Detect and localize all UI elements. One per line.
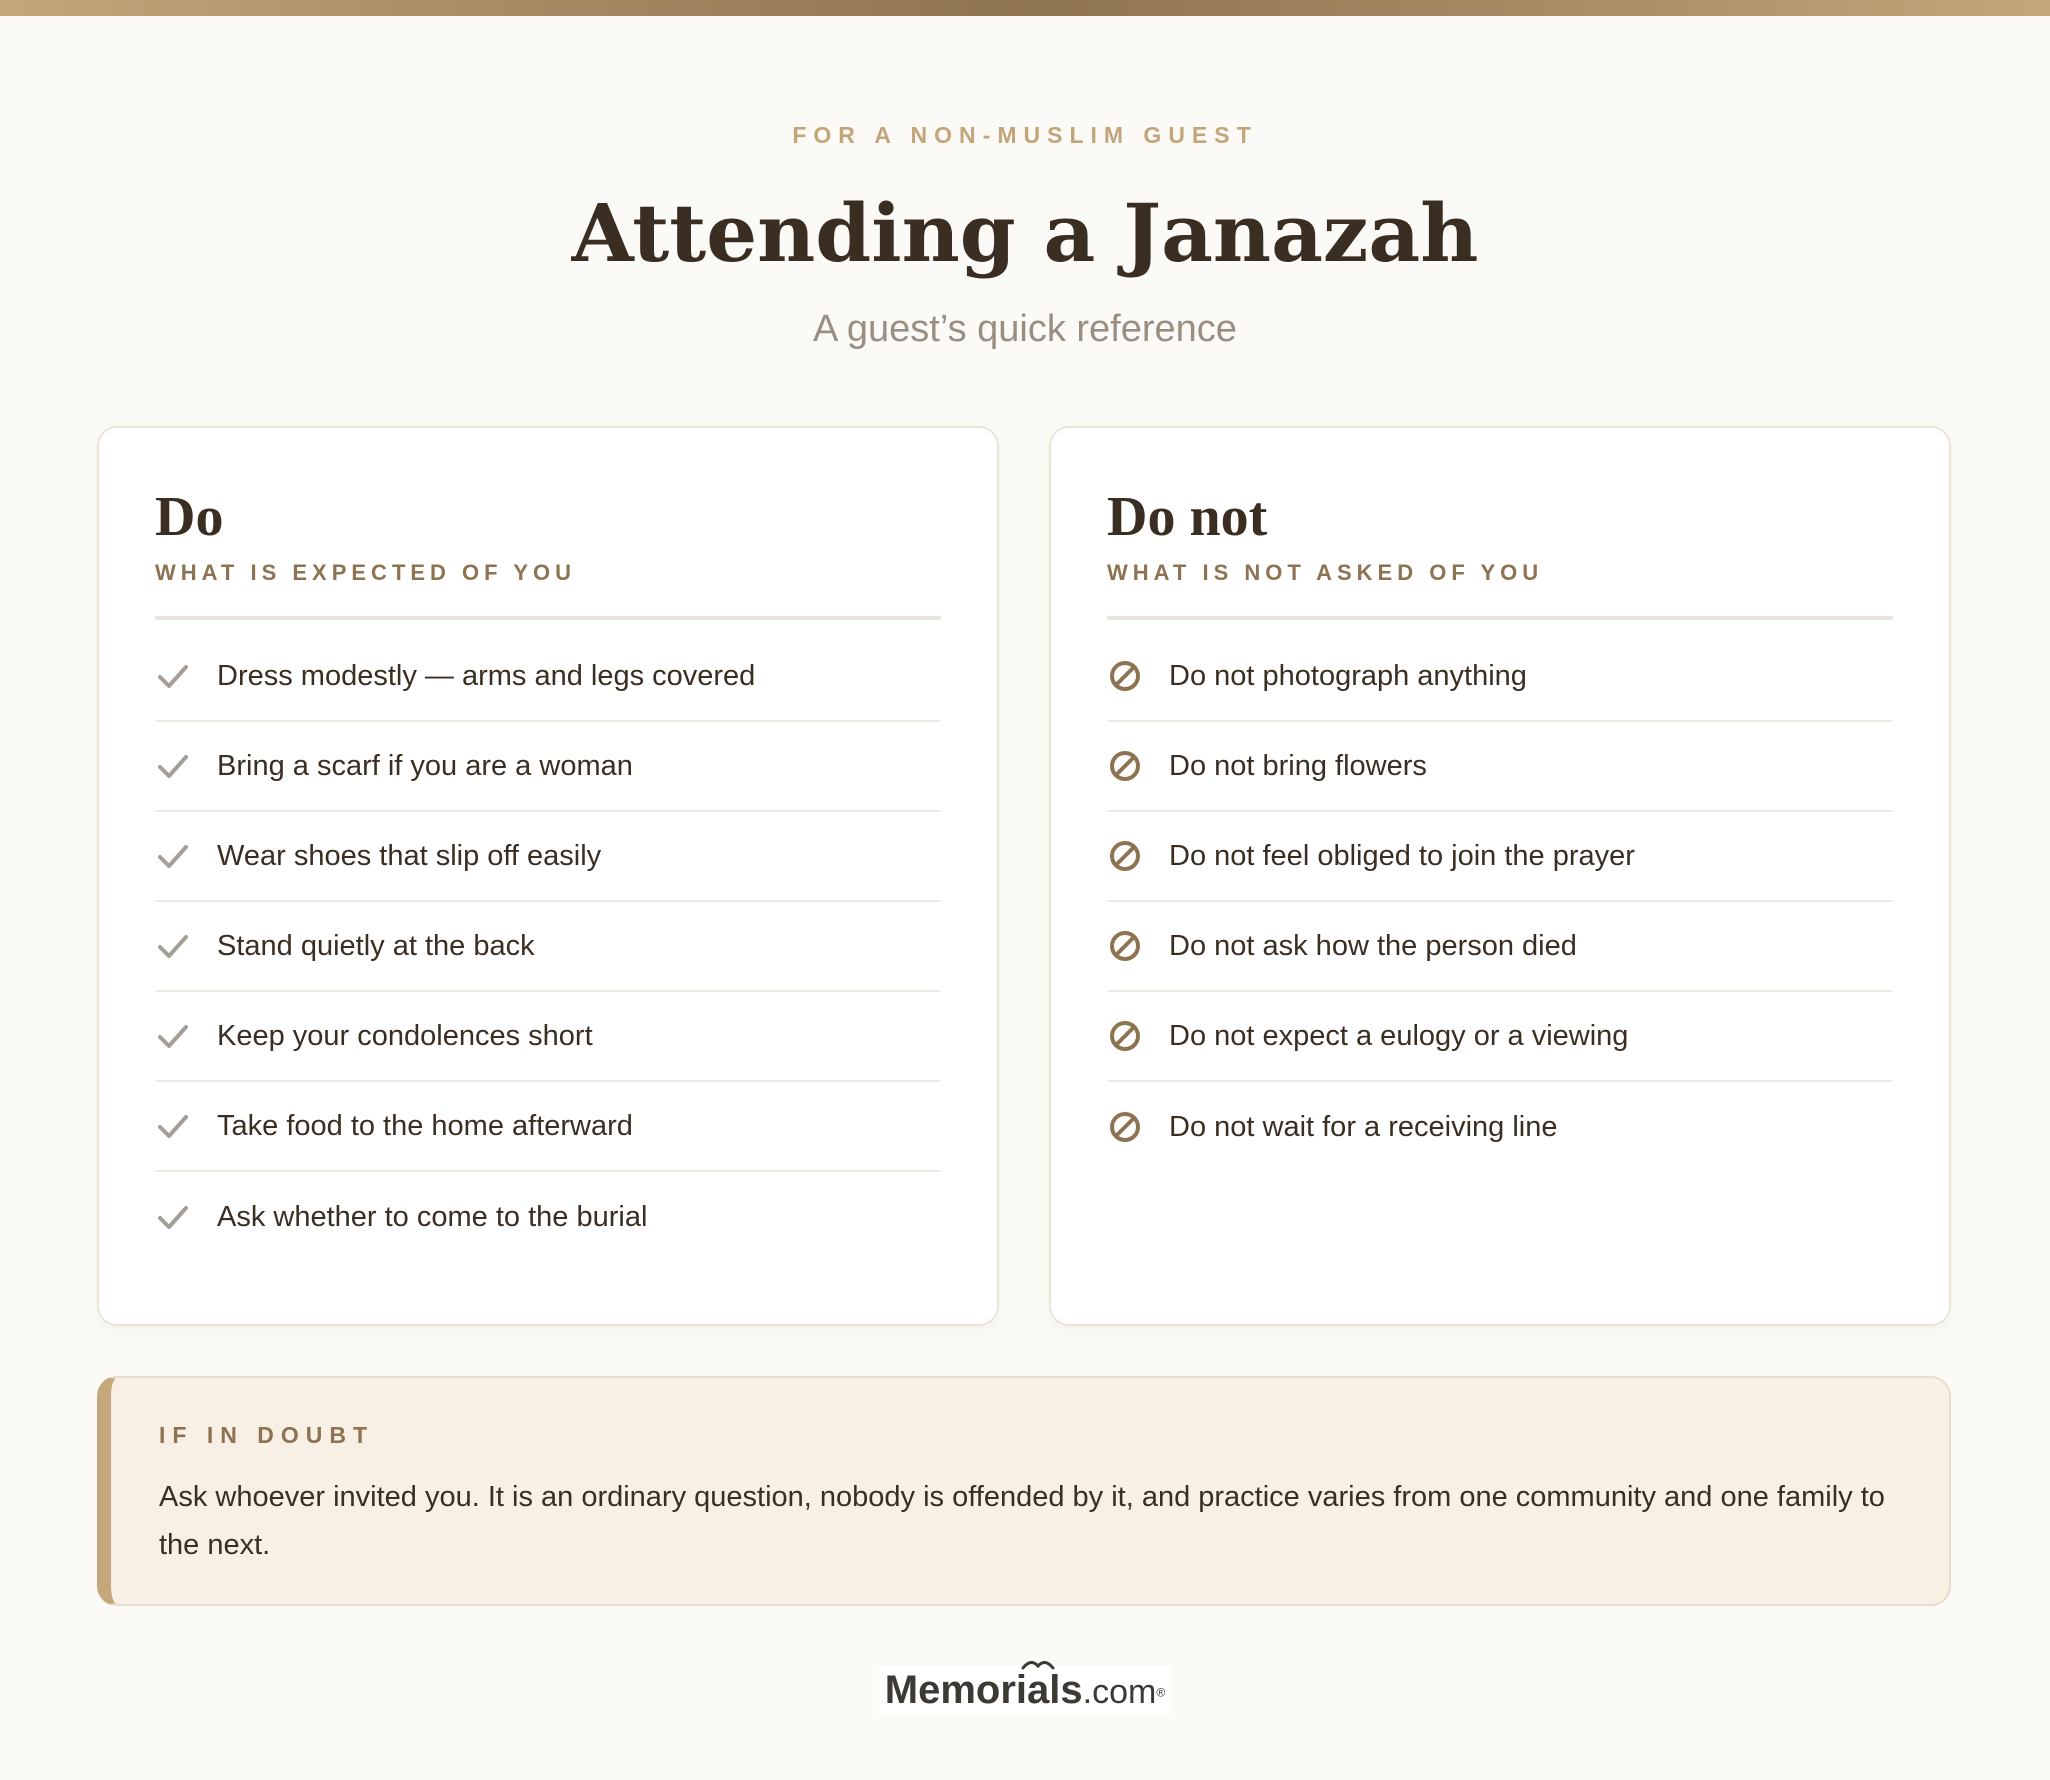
item-text: Wear shoes that slip off easily <box>217 839 602 872</box>
prohibited-icon <box>1107 1018 1143 1054</box>
item-text: Do not expect a eulogy or a viewing <box>1169 1019 1629 1052</box>
do-list-item <box>155 1172 941 1262</box>
check-icon <box>155 748 191 784</box>
check-icon <box>155 1199 191 1235</box>
dont-list <box>1107 632 1893 1172</box>
callout-label: IF IN DOUBT <box>159 1422 374 1448</box>
item-text: Stand quietly at the back <box>217 929 535 962</box>
dont-list-item <box>1107 722 1893 812</box>
callout-text: Ask whoever invited you. It is an ordinary question, nobody is offended by it, and practice varies from one community and one family to the next. <box>159 1481 1885 1561</box>
check-icon <box>155 1018 191 1054</box>
item-text: Bring a scarf if you are a woman <box>217 749 633 782</box>
prohibited-icon <box>1107 658 1143 694</box>
prohibited-icon <box>1107 748 1143 784</box>
page-subtitle: A guest’s quick reference <box>813 308 1237 350</box>
item-text: Do not feel obliged to join the prayer <box>1169 839 1635 872</box>
do-list-item <box>155 632 941 722</box>
do-list <box>155 632 941 1262</box>
item-text: Do not wait for a receiving line <box>1169 1110 1558 1143</box>
dont-list-item <box>1107 632 1893 722</box>
if-in-doubt-callout <box>97 1376 1951 1606</box>
dont-card <box>1049 426 1951 1326</box>
page-title: Attending a Janazah <box>571 186 1479 280</box>
logo-wordmark <box>879 1666 1171 1715</box>
item-text: Take food to the home afterward <box>217 1109 633 1142</box>
dont-list-item <box>1107 902 1893 992</box>
logo-main-text: Memorials <box>884 1668 1083 1712</box>
dont-card-subtitle: WHAT IS NOT ASKED OF YOU <box>1107 560 1544 585</box>
do-list-item <box>155 722 941 812</box>
do-card-subtitle: WHAT IS EXPECTED OF YOU <box>155 560 576 585</box>
logo-suffix: .com <box>1082 1673 1157 1711</box>
item-text: Dress modestly — arms and legs covered <box>217 659 756 692</box>
top-accent-bar <box>0 0 2050 16</box>
do-card-divider <box>155 616 941 620</box>
do-list-item <box>155 902 941 992</box>
do-card <box>97 426 999 1326</box>
item-text: Do not bring flowers <box>1169 749 1427 782</box>
do-list-item <box>155 1082 941 1172</box>
dont-card-divider <box>1107 616 1893 620</box>
memorials-logo[interactable] <box>0 1666 2050 1726</box>
check-icon <box>155 928 191 964</box>
do-list-item <box>155 812 941 902</box>
dont-list-item <box>1107 812 1893 902</box>
bird-icon <box>1021 1656 1055 1672</box>
eyebrow-label: FOR A NON-MUSLIM GUEST <box>792 122 1258 148</box>
prohibited-icon <box>1107 928 1143 964</box>
check-icon <box>155 838 191 874</box>
item-text: Keep your condolences short <box>217 1019 593 1052</box>
dont-list-item <box>1107 992 1893 1082</box>
dont-card-title: Do not <box>1107 486 1268 548</box>
check-icon <box>155 658 191 694</box>
item-text: Ask whether to come to the burial <box>217 1200 648 1233</box>
prohibited-icon <box>1107 1109 1143 1145</box>
item-text: Do not ask how the person died <box>1169 929 1577 962</box>
dont-list-item <box>1107 1082 1893 1172</box>
check-icon <box>155 1108 191 1144</box>
prohibited-icon <box>1107 838 1143 874</box>
do-list-item <box>155 992 941 1082</box>
logo-registered-mark: ® <box>1156 1685 1166 1700</box>
item-text: Do not photograph anything <box>1169 659 1527 692</box>
do-card-title: Do <box>155 486 224 548</box>
